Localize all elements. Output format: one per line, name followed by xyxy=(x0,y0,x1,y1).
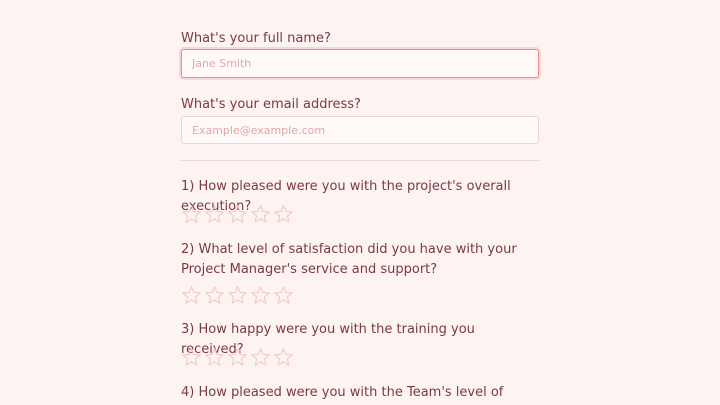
section-divider xyxy=(181,160,539,161)
full-name-input[interactable] xyxy=(181,49,539,78)
question-3-rating xyxy=(181,347,295,367)
star-icon[interactable] xyxy=(204,347,226,367)
star-icon[interactable] xyxy=(181,347,203,367)
star-icon[interactable] xyxy=(250,285,272,305)
star-icon[interactable] xyxy=(204,285,226,305)
star-icon[interactable] xyxy=(227,204,249,224)
star-icon[interactable] xyxy=(227,285,249,305)
question-2-rating xyxy=(181,285,295,305)
star-icon[interactable] xyxy=(250,204,272,224)
full-name-label: What's your full name? xyxy=(181,31,331,46)
star-icon[interactable] xyxy=(227,347,249,367)
question-1-rating xyxy=(181,204,295,224)
question-2-text: 2) What level of satisfaction did you have with your Project Manager's service and support? xyxy=(181,242,517,277)
star-icon[interactable] xyxy=(273,204,295,224)
question-1-text: 1) How pleased were you with the project's overall execution? xyxy=(181,179,511,214)
star-icon[interactable] xyxy=(181,204,203,224)
email-input[interactable] xyxy=(181,116,539,144)
email-label: What's your email address? xyxy=(181,97,361,112)
star-icon[interactable] xyxy=(181,285,203,305)
question-4-text: 4) How pleased were you with the Team's level of xyxy=(181,385,504,400)
star-icon[interactable] xyxy=(273,285,295,305)
star-icon[interactable] xyxy=(250,347,272,367)
star-icon[interactable] xyxy=(273,347,295,367)
question-3-text: 3) How happy were you with the training you received? xyxy=(181,322,475,357)
star-icon[interactable] xyxy=(204,204,226,224)
